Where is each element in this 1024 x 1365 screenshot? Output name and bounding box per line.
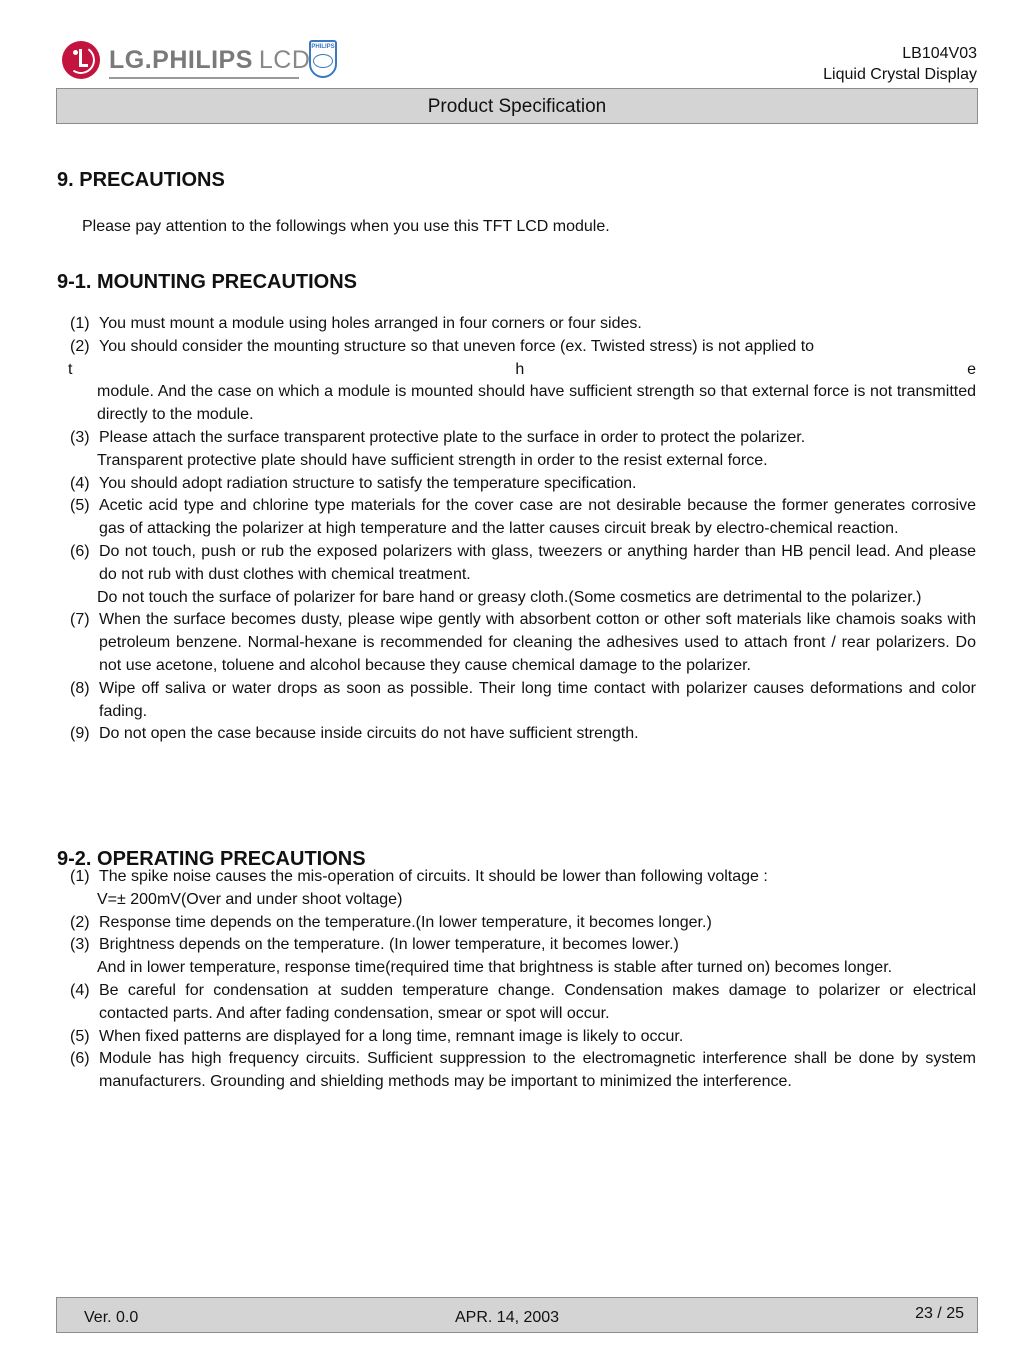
item-text: Please attach the surface transparent protective plate to the surface in order to protect the polarizer. [99,428,806,446]
list-item [70,336,976,359]
footer-version: Ver. 0.0 [84,1309,139,1326]
operating-title: 9-2. OPERATING PRECAUTIONS [57,848,366,870]
list-item [70,427,976,450]
item-text: Brightness depends on the temperature. (In lower temperature, it becomes lower.) [99,936,679,954]
footer-page-number: 23 / 25 [915,1305,964,1322]
item-text: Be careful for condensation at sudden temperature change. Condensation makes damage to polarizer or electrical contacted parts. And after fading condensation, smear or spot will occur. [99,981,976,1022]
item-text: Acetic acid type and chlorine type materials for the cover case are not desirable because the former generates corrosive gas of attacking the polarizer at high temperature and the latter causes circuit break by electro-chemical reaction. [99,497,976,538]
item-text: Module has high frequency circuits. Sufficient suppression to the electromagnetic interference shall be done by system manufacturers. Grounding and shielding methods may be important to minimized the interference. [99,1050,976,1091]
list-item [70,1048,976,1094]
item-number: (6) [70,542,90,560]
spread-letter: t [68,360,73,378]
list-item [70,678,976,724]
operating-list [70,866,976,1094]
header-bar [56,88,978,124]
footer-date: APR. 14, 2003 [455,1309,560,1326]
item-number: (9) [70,725,90,743]
spread-letter: h [515,360,525,378]
item-number: (3) [70,428,90,446]
item-text: When fixed patterns are displayed for a long time, remnant image is likely to occur. [99,1027,684,1045]
item-number: (4) [70,981,90,999]
list-item [70,609,976,677]
company-logo [62,40,310,80]
item-continuation: Do not touch the surface of polarizer for bare hand or greasy cloth.(Some cosmetics are detrimental to the polarizer.) [97,588,922,606]
item-text: When the surface becomes dusty, please wipe gently with absorbent cotton or other soft materials like chamois soaks with petroleum benzene. Normal-hexane is recommended for cleaning the adhesives used to attach front / rear polarizers. Do not use acetone, toluene and alcohol because they cause chemical damage to the polarizer. [99,611,976,674]
header-title: Product Specification [427,96,607,117]
item-continuation: module. And the case on which a module is mounted should have sufficient strength so that external force is not transmitted directly to the module. [97,383,976,424]
list-item [70,313,976,336]
product-type: Liquid Crystal Display [823,66,977,83]
item-text: You should consider the mounting structure so that uneven force (ex. Twisted stress) is not applied to [99,337,815,355]
item-text: You should adopt radiation structure to satisfy the temperature specification. [99,474,637,492]
lg-face-icon [62,41,100,79]
item-continuation: And in lower temperature, response time(required time that brightness is stable after turned on) becomes longer. [97,959,893,977]
section-intro: Please pay attention to the followings when you use this TFT LCD module. [82,218,610,235]
mounting-list [70,313,976,746]
item-number: (1) [70,315,90,332]
list-item [70,934,976,957]
item-text: You must mount a module using holes arranged in four corners or four sides. [99,315,642,332]
spread-letter: e [967,360,976,378]
item-number: (4) [70,474,90,492]
item-text: Wipe off saliva or water drops as soon as possible. Their long time contact with polarizer causes deformations and color fading. [99,679,976,720]
item-continuation: V=± 200mV(Over and under shoot voltage) [97,890,403,908]
document-id [823,43,977,85]
list-item [70,495,976,541]
logo-wordmark: LG.PHILIPS LCD [109,45,311,74]
item-number: (8) [70,679,90,697]
item-number: (6) [70,1050,90,1068]
item-number: (2) [70,337,90,355]
model-number: LB104V03 [902,45,977,62]
mounting-title: 9-1. MOUNTING PRECAUTIONS [57,271,358,293]
list-item [70,723,976,746]
item-text: The spike noise causes the mis-operation of circuits. It should be lower than following voltage : [99,868,768,885]
item-number: (5) [70,1027,90,1045]
logo-underline [109,77,299,79]
philips-shield-icon: PHILIPS [309,40,337,78]
item-number: (3) [70,936,90,954]
footer-bar [56,1297,978,1333]
item-text: Do not touch, push or rub the exposed polarizers with glass, tweezers or anything harder than HB pencil lead. And please do not rub with dust clothes with chemical treatment. [99,542,976,583]
spread-line [68,359,976,382]
list-item [70,541,976,587]
section-title: 9. PRECAUTIONS [57,169,225,191]
list-item [70,912,976,935]
item-number: (7) [70,611,90,629]
list-item [70,866,976,889]
item-number: (1) [70,868,90,885]
item-number: (5) [70,497,90,515]
item-continuation: Transparent protective plate should have sufficient strength in order to the resist external force. [97,451,768,469]
list-item [70,1026,976,1049]
item-number: (2) [70,913,90,931]
item-text: Response time depends on the temperature.(In lower temperature, it becomes longer.) [99,913,712,931]
item-text: Do not open the case because inside circuits do not have sufficient strength. [99,725,639,743]
list-item [70,980,976,1026]
list-item [70,473,976,496]
